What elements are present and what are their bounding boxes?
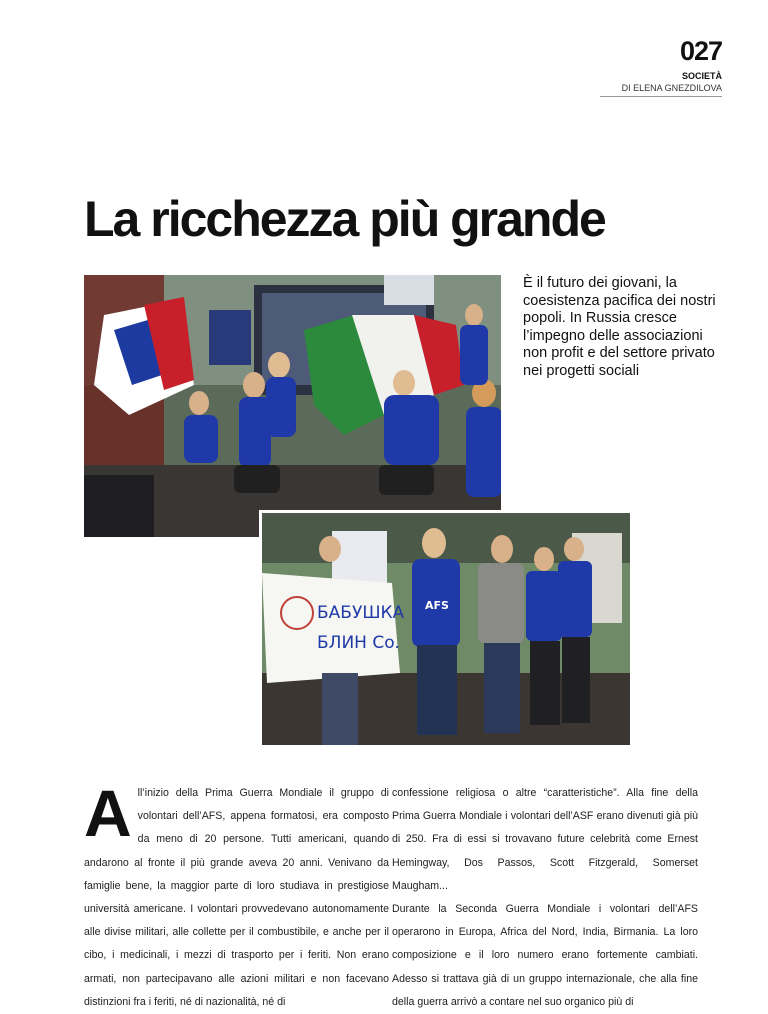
- group-poster-photo-icon: [262, 513, 630, 745]
- shirt-text: AFS: [425, 599, 449, 612]
- poster-text-2: БЛИН Co.: [317, 633, 400, 653]
- column-2-paragraph-2: Durante la Seconda Guerra Mondiale i volontari dell’AFS operarono in Europa, Africa del Nord, India, Birmania. La loro composizione e il loro numero erano fortemente cambiati. Adesso si trattava già di un gruppo internazionale, che alla fine della guerra arrivò a contare nel suo organico più di: [392, 903, 698, 1008]
- poster-text-1: БАБУШКА: [317, 603, 405, 623]
- drop-cap: A: [84, 776, 132, 850]
- byline-rule: [600, 96, 722, 97]
- column-2-paragraph-1: confessione religiosa o altre “caratteristiche”. Alla fine della Prima Guerra Mondiale i volontari dell’ASF erano divenuti già più di 250. Fra di essi si trovavano future celebrità come Ernest Hemingway, Dos Passos, Scott Fitzgerald, Somerset Maugham...: [392, 787, 698, 892]
- headline: La ricchezza più grande: [84, 191, 605, 247]
- byline: DI ELENA GNEZDILOVA: [621, 83, 722, 93]
- article-column-2: [392, 782, 698, 1014]
- article-column-1: [84, 776, 389, 1014]
- flags-dance-photo-icon: [84, 275, 501, 537]
- column-1-text: ll’inizio della Prima Guerra Mondiale il gruppo di volontari dell’AFS, appena formatosi, era composto da meno di 20 persone. Tutti americani, quando andarono al fronte il più grande aveva 20 anni. Venivano da famiglie bene, la maggior parte di loro studiava in prestigiose università americane. I volontari provvedevano autonomamente alle divise militari, alle collette per il combustibile, e anche per il cibo, i medicinali, i mezzi di trasporto per i feriti. Non erano armati, non partecipavano alle azioni militari e non facevano distinzioni fra i feriti, né di nazionalità, né di: [84, 787, 389, 1008]
- standfirst: È il futuro dei giovani, la coesistenza pacifica dei nostri popoli. In Russia cresce l’impegno delle associazioni non profit e del settore privato nei progetti sociali: [523, 275, 716, 379]
- photo-group-poster: [262, 513, 630, 745]
- photo-flags-dance: [84, 275, 501, 537]
- section-label: SOCIETÀ: [681, 71, 722, 81]
- page-number: 027: [679, 36, 722, 66]
